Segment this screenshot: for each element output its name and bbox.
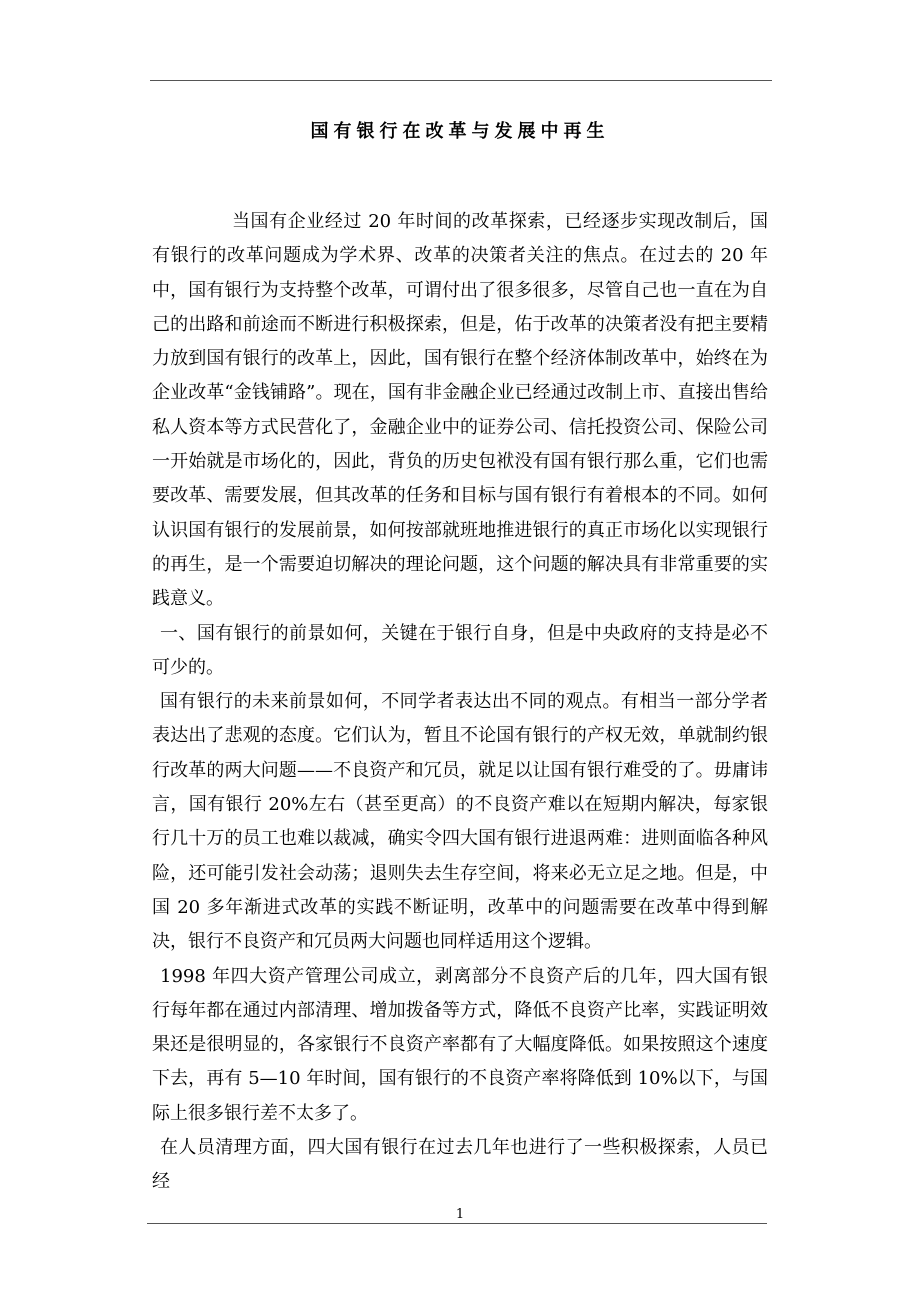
paragraph: 1998 年四大资产管理公司成立，剥离部分不良资产后的几年，四大国有银行每年都在通过内部清理、增加拨备等方式，降低不良资产比率，实践证明效果还是很明显的，各家银行不良资产率都有了大幅度降低。如果按照这个速度下去，再有 5—10 年时间，国有银行的不良资产率将降低到 10%以下，与国际上很多银行差不太多了。 [152,965,768,1124]
paragraph: 在人员清理方面，四大国有银行在过去几年也进行了一些积极探索，人员已经 [152,1137,768,1193]
page-number: 1 [455,1207,465,1222]
header-rule [150,80,772,81]
document-body [152,205,768,1200]
paragraph: 国有银行的未来前景如何，不同学者表达出不同的观点。有相当一部分学者表达出了悲观的态度。它们认为，暂且不论国有银行的产权无效，单就制约银行改革的两大问题——不良资产和冗员，就足以让国有银行难受的了。毋庸讳言，国有银行 20%左右（甚至更高）的不良资产难以在短期内解决，每家银行几十万的员工也难以裁减，确实令四大国有银行进退两难：进则面临各种风险，还可能引发社会动荡；退则失去生存空间，将来必无立足之地。但是，中国 20 多年渐进式改革的实践不断证明，改革中的问题需要在改革中得到解决，银行不良资产和冗员两大问题也同样适用这个逻辑。 [152,691,768,953]
footer-rule [147,1223,767,1224]
document-title: 国有银行在改革与发展中再生 [310,121,610,142]
section-heading-1: 一、国有银行的前景如何，关键在于银行自身，但是中央政府的支持是必不可少的。 [152,622,768,678]
paragraph-intro: 当国有企业经过 20 年时间的改革探索，已经逐步实现改制后，国有银行的改革问题成为学术界、改革的决策者关注的焦点。在过去的 20 年中，国有银行为支持整个改革，可谓付出了很多很多，尽管自己也一直在为自己的出路和前途而不断进行积极探索，但是，佑于改革的决策者没有把主要精力放到国有银行的改革上，因此，国有银行在整个经济体制改革中，始终在为企业改革“金钱铺路”。现在，国有非金融企业已经通过改制上市、直接出售给私人资本等方式民营化了，金融企业中的证券公司、信托投资公司、保险公司一开始就是市场化的，因此，背负的历史包袱没有国有银行那么重，它们也需要改革、需要发展，但其改革的任务和目标与国有银行有着根本的不同。如何认识国有银行的发展前景，如何按部就班地推进银行的真正市场化以实现银行的再生，是一个需要迫切解决的理论问题，这个问题的解决具有非常重要的实践意义。 [152,211,768,610]
